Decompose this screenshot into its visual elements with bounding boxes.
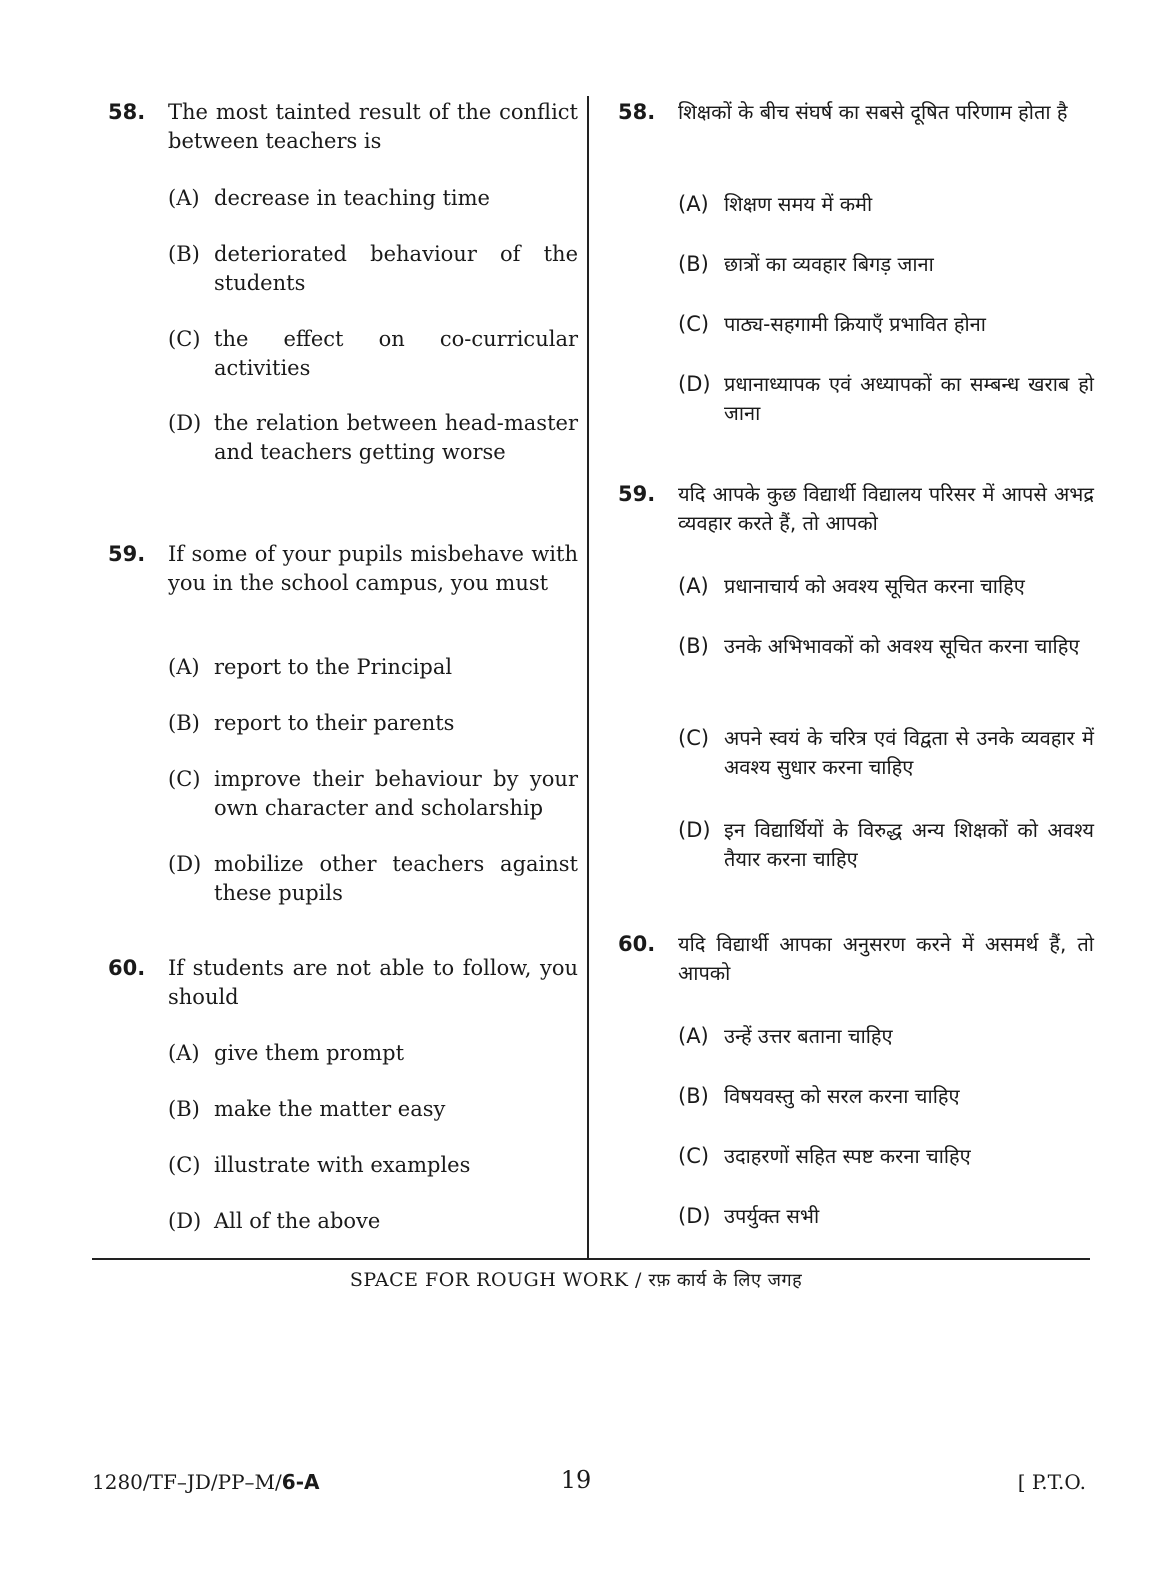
- option-text: the relation between head-master and teachers getting worse: [214, 411, 578, 464]
- question-text: The most tainted result of the conflict between teachers is: [168, 100, 578, 153]
- option-label: (B): [678, 634, 709, 658]
- option-text: प्रधानाचार्य को अवश्य सूचित करना चाहिए: [724, 574, 1025, 598]
- option-label: (C): [678, 1144, 710, 1168]
- option-label: (A): [168, 1041, 200, 1065]
- option-59-d-en: [168, 850, 578, 908]
- option-text: उनके अभिभावकों को अवश्य सूचित करना चाहिए: [724, 634, 1080, 658]
- question-text: शिक्षकों के बीच संघर्ष का सबसे दूषित परिणाम होता है: [678, 100, 1068, 124]
- option-58-a-hi: [678, 190, 1094, 219]
- option-label: (D): [678, 818, 711, 842]
- option-text: report to the Principal: [214, 655, 453, 679]
- option-text: इन विद्यार्थियों के विरुद्ध अन्य शिक्षकों को अवश्य तैयार करना चाहिए: [724, 818, 1094, 871]
- option-text: mobilize other teachers against these pupils: [214, 852, 578, 905]
- option-text: अपने स्वयं के चरित्र एवं विद्वता से उनके व्यवहार में अवश्य सुधार करना चाहिए: [724, 726, 1094, 779]
- option-label: (D): [168, 1209, 202, 1233]
- option-text: छात्रों का व्यवहार बिगड़ जाना: [724, 252, 934, 276]
- english-column: [108, 92, 578, 1260]
- option-text: शिक्षण समय में कमी: [724, 192, 873, 216]
- option-label: (D): [678, 372, 711, 396]
- question-text: यदि विद्यार्थी आपका अनुसरण करने में असमर्थ हैं, तो आपको: [678, 932, 1094, 985]
- option-label: (C): [168, 327, 201, 351]
- option-58-c-hi: [678, 310, 1094, 339]
- question-text: यदि आपके कुछ विद्यार्थी विद्यालय परिसर में आपसे अभद्र व्यवहार करते हैं, तो आपको: [678, 482, 1094, 535]
- question-text: If students are not able to follow, you should: [168, 956, 578, 1009]
- option-text: deteriorated behaviour of the students: [214, 242, 578, 295]
- option-label: (C): [678, 726, 710, 750]
- question-number: 58.: [108, 100, 146, 124]
- rough-work-separator: /: [634, 1269, 642, 1291]
- page-number: 19: [560, 1466, 592, 1494]
- option-60-a-hi: [678, 1022, 1094, 1051]
- option-label: (A): [678, 574, 709, 598]
- question-number: 58.: [618, 100, 656, 124]
- bottom-rule: [92, 1258, 1090, 1260]
- question-text: If some of your pupils misbehave with you in the school campus, you must: [168, 542, 578, 595]
- column-divider: [587, 96, 589, 1258]
- rough-work-hi: रफ़ कार्य के लिए जगह: [648, 1270, 803, 1291]
- option-60-c-hi: [678, 1142, 1094, 1171]
- question-number: 59.: [618, 482, 656, 506]
- option-label: (B): [678, 252, 709, 276]
- option-label: (D): [678, 1204, 711, 1228]
- option-text: विषयवस्तु को सरल करना चाहिए: [724, 1084, 960, 1108]
- question-60-hi: [618, 930, 1094, 988]
- option-59-a-hi: [678, 572, 1094, 601]
- option-text: decrease in teaching time: [214, 186, 490, 210]
- option-label: (D): [168, 852, 202, 876]
- option-label: (B): [168, 711, 200, 735]
- question-number: 59.: [108, 542, 146, 566]
- booklet-code-text: 1280/TF–JD/PP–M/: [92, 1470, 282, 1494]
- option-text: improve their behaviour by your own character and scholarship: [214, 767, 578, 820]
- option-58-c-en: [168, 325, 578, 383]
- option-label: (C): [168, 767, 201, 791]
- option-60-c-en: [168, 1151, 578, 1180]
- option-label: (A): [678, 1024, 709, 1048]
- option-59-a-en: [168, 653, 578, 682]
- option-60-d-hi: [678, 1202, 1094, 1231]
- option-58-a-en: [168, 184, 578, 213]
- option-text: प्रधानाध्यापक एवं अध्यापकों का सम्बन्ध खराब हो जाना: [724, 372, 1094, 425]
- option-text: उपर्युक्त सभी: [724, 1204, 820, 1228]
- question-59-en: [108, 540, 578, 598]
- option-label: (B): [168, 242, 200, 266]
- option-59-c-hi: [678, 724, 1094, 782]
- question-number: 60.: [108, 956, 146, 980]
- option-label: (B): [678, 1084, 709, 1108]
- option-59-b-en: [168, 709, 578, 738]
- rough-work-en: SPACE FOR ROUGH WORK: [349, 1269, 629, 1291]
- option-58-b-hi: [678, 250, 1094, 279]
- option-text: All of the above: [214, 1209, 381, 1233]
- option-59-c-en: [168, 765, 578, 823]
- option-label: (A): [678, 192, 709, 216]
- option-60-a-en: [168, 1039, 578, 1068]
- question-58-hi: [618, 98, 1094, 127]
- option-60-d-en: [168, 1207, 578, 1236]
- rough-work-heading: [0, 1268, 1152, 1292]
- option-label: (A): [168, 655, 200, 679]
- question-58-en: [108, 98, 578, 156]
- option-label: (B): [168, 1097, 200, 1121]
- question-60-en: [108, 954, 578, 1012]
- option-text: उदाहरणों सहित स्पष्ट करना चाहिए: [724, 1144, 971, 1168]
- option-text: उन्हें उत्तर बताना चाहिए: [724, 1024, 893, 1048]
- option-58-d-en: [168, 409, 578, 467]
- option-text: the effect on co-curricular activities: [214, 327, 578, 380]
- option-58-b-en: [168, 240, 578, 298]
- option-text: illustrate with examples: [214, 1153, 471, 1177]
- option-text: make the matter easy: [214, 1097, 446, 1121]
- option-58-d-hi: [678, 370, 1094, 428]
- option-label: (C): [168, 1153, 201, 1177]
- option-label: (C): [678, 312, 710, 336]
- option-text: पाठ्य-सहगामी क्रियाएँ प्रभावित होना: [724, 312, 986, 336]
- option-60-b-hi: [678, 1082, 1094, 1111]
- option-59-d-hi: [678, 816, 1094, 874]
- option-text: give them prompt: [214, 1041, 405, 1065]
- option-label: (A): [168, 186, 200, 210]
- option-label: (D): [168, 411, 202, 435]
- hindi-column: [618, 92, 1094, 1260]
- booklet-series: 6-A: [281, 1470, 320, 1494]
- option-text: report to their parents: [214, 711, 455, 735]
- pto-label: [ P.T.O.: [1017, 1470, 1086, 1494]
- option-60-b-en: [168, 1095, 578, 1124]
- option-59-b-hi: [678, 632, 1094, 661]
- question-number: 60.: [618, 932, 656, 956]
- question-59-hi: [618, 480, 1094, 538]
